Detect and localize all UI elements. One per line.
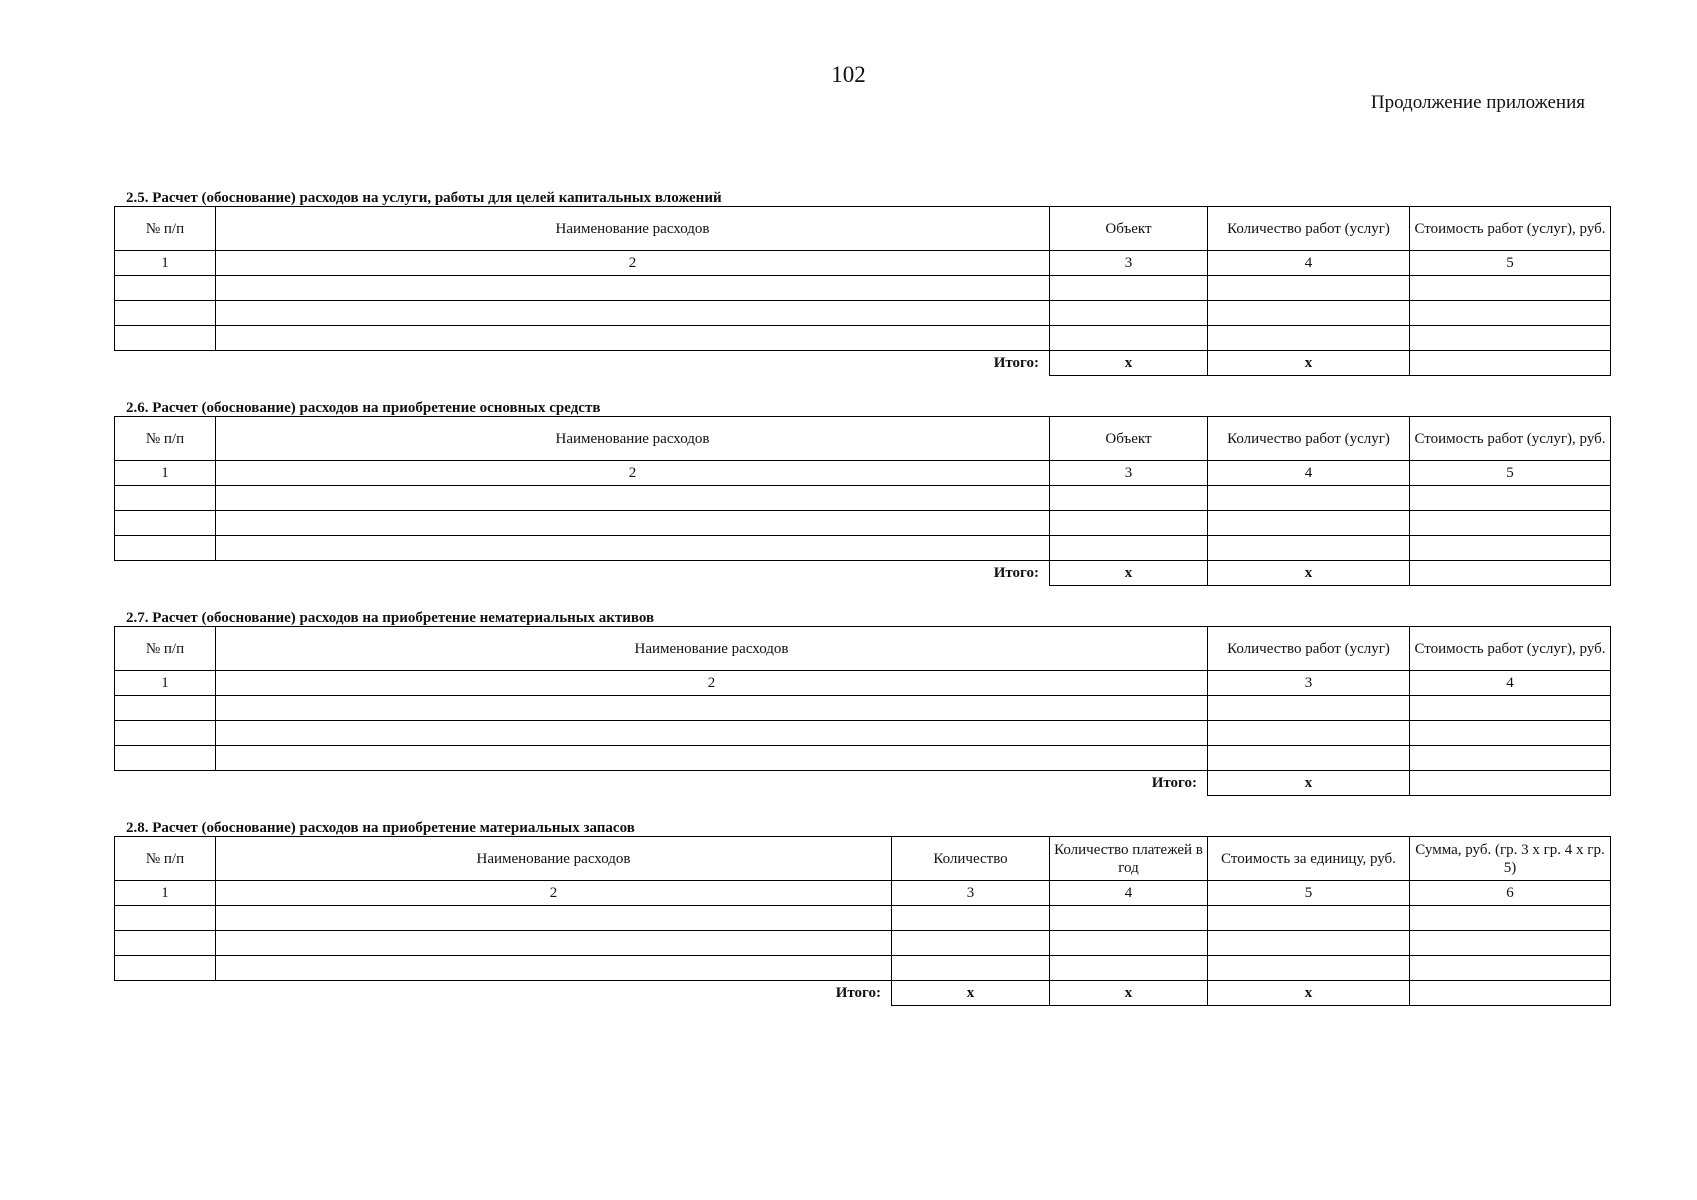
header-cell: Наименование расходов xyxy=(216,417,1050,461)
table-cell[interactable] xyxy=(115,511,216,536)
table-row xyxy=(115,536,1611,561)
header-cell: Стоимость работ (услуг), руб. xyxy=(1410,627,1611,671)
header-cell: Количество платежей в год xyxy=(1050,837,1208,881)
header-cell: № п/п xyxy=(115,837,216,881)
section-title: 2.7. Расчет (обоснование) расходов на приобретение нематериальных активов xyxy=(126,610,655,626)
table-cell[interactable] xyxy=(216,956,892,981)
total-label: Итого: xyxy=(993,565,1039,582)
header-cell: Объект xyxy=(1050,207,1208,251)
header-cell: № п/п xyxy=(115,417,216,461)
header-cell: Наименование расходов xyxy=(216,837,892,881)
column-number: 4 xyxy=(1050,881,1208,906)
table-cell[interactable] xyxy=(115,326,216,351)
section-title: 2.6. Расчет (обоснование) расходов на приобретение основных средств xyxy=(126,400,601,416)
table-cell[interactable] xyxy=(892,956,1050,981)
table-row xyxy=(115,746,1611,771)
table-cell[interactable] xyxy=(1208,721,1410,746)
column-number: 2 xyxy=(216,251,1050,276)
total-cell: x xyxy=(1208,561,1410,586)
column-number: 1 xyxy=(115,461,216,486)
table-cell[interactable] xyxy=(1050,956,1208,981)
total-cell: x xyxy=(1050,981,1208,1006)
table-cell[interactable] xyxy=(216,906,892,931)
column-number: 2 xyxy=(216,461,1050,486)
table-cell[interactable] xyxy=(115,536,216,561)
table-cell[interactable] xyxy=(216,696,1208,721)
header-cell: Количество работ (услуг) xyxy=(1208,627,1410,671)
table-cell[interactable] xyxy=(1410,326,1611,351)
table-cell[interactable] xyxy=(1050,931,1208,956)
table-cell[interactable] xyxy=(1050,511,1208,536)
table-cell[interactable] xyxy=(1208,511,1410,536)
table-cell[interactable] xyxy=(1050,486,1208,511)
header-cell: Стоимость за единицу, руб. xyxy=(1208,837,1410,881)
table-cell[interactable] xyxy=(216,746,1208,771)
page-number: 102 xyxy=(831,62,866,87)
table-cell[interactable] xyxy=(1208,326,1410,351)
table-row xyxy=(115,696,1611,721)
column-number: 4 xyxy=(1410,671,1611,696)
total-cell: x xyxy=(1208,981,1410,1006)
total-cell: x xyxy=(1050,561,1208,586)
table-cell[interactable] xyxy=(216,721,1208,746)
table-cell[interactable] xyxy=(1410,486,1611,511)
total-cell: x xyxy=(1050,351,1208,376)
table-cell[interactable] xyxy=(1208,536,1410,561)
table-row xyxy=(115,326,1611,351)
table-cell[interactable] xyxy=(115,956,216,981)
table-cell[interactable] xyxy=(1208,696,1410,721)
header-cell: Наименование расходов xyxy=(216,627,1208,671)
column-number-row xyxy=(115,251,1611,276)
table-cell[interactable] xyxy=(115,721,216,746)
table-cell[interactable] xyxy=(892,906,1050,931)
column-number: 1 xyxy=(115,881,216,906)
column-number-row xyxy=(115,671,1611,696)
table-cell[interactable] xyxy=(1050,326,1208,351)
column-number: 5 xyxy=(1208,881,1410,906)
column-number: 4 xyxy=(1208,461,1410,486)
header-cell: Сумма, руб. (гр. 3 x гр. 4 x гр. 5) xyxy=(1410,837,1611,881)
expense-table xyxy=(114,836,1611,1006)
table-cell[interactable] xyxy=(1050,906,1208,931)
table-cell[interactable] xyxy=(216,326,1050,351)
header-row xyxy=(115,627,1611,671)
table-cell[interactable] xyxy=(1410,721,1611,746)
table-cell[interactable] xyxy=(1208,301,1410,326)
table-cell[interactable] xyxy=(216,931,892,956)
table-cell[interactable] xyxy=(1410,906,1611,931)
column-number: 3 xyxy=(1050,461,1208,486)
header-cell: Количество xyxy=(892,837,1050,881)
total-cell[interactable] xyxy=(1410,351,1611,376)
section-title: 2.8. Расчет (обоснование) расходов на приобретение материальных запасов xyxy=(126,820,635,836)
column-number-row xyxy=(115,461,1611,486)
total-label: Итого: xyxy=(835,985,881,1002)
table-row xyxy=(115,486,1611,511)
table-cell[interactable] xyxy=(1410,301,1611,326)
table-cell[interactable] xyxy=(216,276,1050,301)
column-number: 5 xyxy=(1410,461,1611,486)
table-cell[interactable] xyxy=(1410,536,1611,561)
table-row xyxy=(115,301,1611,326)
table-cell[interactable] xyxy=(216,301,1050,326)
expense-table xyxy=(114,626,1611,796)
column-number: 6 xyxy=(1410,881,1611,906)
total-row xyxy=(115,771,1611,796)
table-cell[interactable] xyxy=(115,301,216,326)
total-label: Итого: xyxy=(993,355,1039,372)
total-cell[interactable] xyxy=(1410,981,1611,1006)
header-cell: Количество работ (услуг) xyxy=(1208,207,1410,251)
total-row xyxy=(115,981,1611,1006)
column-number: 1 xyxy=(115,671,216,696)
table-cell[interactable] xyxy=(115,486,216,511)
total-label: Итого: xyxy=(1151,775,1197,792)
total-row xyxy=(115,561,1611,586)
header-cell: Наименование расходов xyxy=(216,207,1050,251)
table-cell[interactable] xyxy=(216,511,1050,536)
table-row xyxy=(115,276,1611,301)
table-cell[interactable] xyxy=(115,906,216,931)
table-cell[interactable] xyxy=(216,536,1050,561)
total-cell: x xyxy=(892,981,1050,1006)
total-cell[interactable] xyxy=(1410,771,1611,796)
section-title: 2.5. Расчет (обоснование) расходов на услуги, работы для целей капитальных вложений xyxy=(126,190,722,206)
column-number: 3 xyxy=(1208,671,1410,696)
total-cell[interactable] xyxy=(1410,561,1611,586)
table-cell[interactable] xyxy=(1208,746,1410,771)
table-cell[interactable] xyxy=(1208,956,1410,981)
table-cell[interactable] xyxy=(1208,906,1410,931)
header-cell: Количество работ (услуг) xyxy=(1208,417,1410,461)
table-row xyxy=(115,906,1611,931)
table-cell[interactable] xyxy=(1410,956,1611,981)
table-row xyxy=(115,511,1611,536)
table-cell[interactable] xyxy=(115,746,216,771)
table-cell[interactable] xyxy=(1050,536,1208,561)
header-cell: Стоимость работ (услуг), руб. xyxy=(1410,417,1611,461)
header-row xyxy=(115,417,1611,461)
table-cell[interactable] xyxy=(1050,301,1208,326)
column-number: 3 xyxy=(1050,251,1208,276)
total-row xyxy=(115,351,1611,376)
table-row xyxy=(115,956,1611,981)
table-cell[interactable] xyxy=(1410,746,1611,771)
table-cell[interactable] xyxy=(1410,696,1611,721)
table-row xyxy=(115,721,1611,746)
column-number: 3 xyxy=(892,881,1050,906)
table-cell[interactable] xyxy=(892,931,1050,956)
header-cell: № п/п xyxy=(115,627,216,671)
header-cell: Стоимость работ (услуг), руб. xyxy=(1410,207,1611,251)
total-cell: x xyxy=(1208,351,1410,376)
table-cell[interactable] xyxy=(1208,276,1410,301)
table-cell[interactable] xyxy=(1410,276,1611,301)
table-cell[interactable] xyxy=(1410,511,1611,536)
table-cell[interactable] xyxy=(1050,276,1208,301)
table-row xyxy=(115,931,1611,956)
table-cell[interactable] xyxy=(115,696,216,721)
header-row xyxy=(115,837,1611,881)
column-number-row xyxy=(115,881,1611,906)
table-cell[interactable] xyxy=(115,931,216,956)
table-cell[interactable] xyxy=(1208,931,1410,956)
column-number: 2 xyxy=(216,671,1208,696)
expense-table xyxy=(114,206,1611,376)
header-row xyxy=(115,207,1611,251)
table-cell[interactable] xyxy=(1208,486,1410,511)
expense-table xyxy=(114,416,1611,586)
column-number: 4 xyxy=(1208,251,1410,276)
table-cell[interactable] xyxy=(216,486,1050,511)
table-cell[interactable] xyxy=(1410,931,1611,956)
header-cell: № п/п xyxy=(115,207,216,251)
column-number: 2 xyxy=(216,881,892,906)
header-cell: Объект xyxy=(1050,417,1208,461)
column-number: 1 xyxy=(115,251,216,276)
total-cell: x xyxy=(1208,771,1410,796)
table-cell[interactable] xyxy=(115,276,216,301)
continuation-note: Продолжение приложения xyxy=(1370,92,1585,113)
column-number: 5 xyxy=(1410,251,1611,276)
